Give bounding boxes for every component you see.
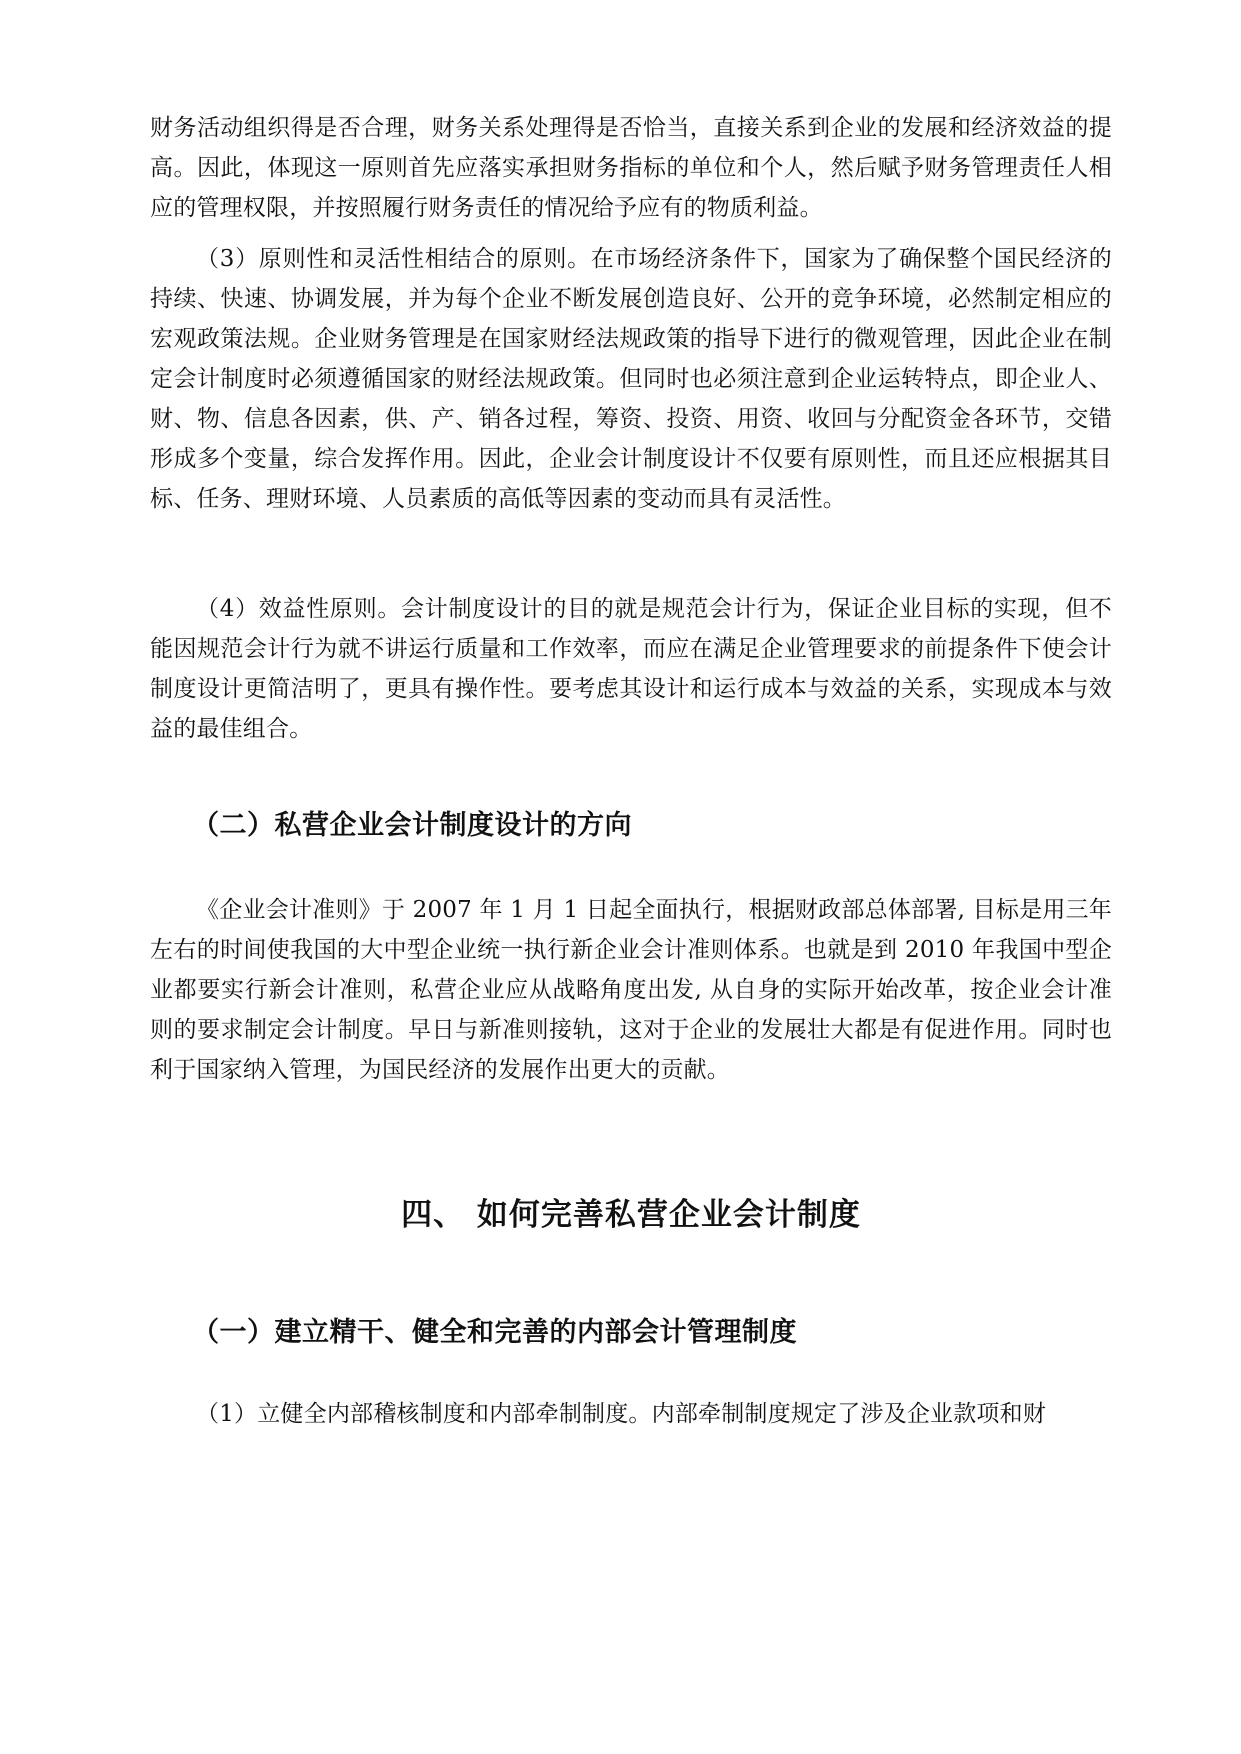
paragraph-accounting-standards: 《企业会计准则》于 2007 年 1 月 1 日起全面执行，根据财政部总体部署, 目标是用三年左右的时间使我国的大中型企业统一执行新企业会计准则体系。也就是到 2010 年我国中型企业都要实行新会计准则，私营企业应从战略角度出发, 从自身的实际开始改革，按企业会计准则的要求制定会计制度。早日与新准则接轨，这对于企业的发展壮大都是有促进作用。同时也利于国家纳入管理，为国民经济的发展作出更大的贡献。 <box>150 897 1112 1083</box>
section-heading-internal-management: （一）建立精干、健全和完善的内部会计管理制度 <box>192 1317 797 1348</box>
paragraph-efficiency-principle: （4）效益性原则。会计制度设计的目的就是规范会计行为，保证企业目标的实现，但不能因规范会计行为就不讲运行质量和工作效率，而应在满足企业管理要求的前提条件下使会计制度设计更简洁明了，更具有操作性。要考虑其设计和运行成本与效益的关系，实现成本与效益的最佳组合。 <box>150 596 1112 742</box>
paragraph-principle-flexibility: （3）原则性和灵活性相结合的原则。在市场经济条件下，国家为了确保整个国民经济的持续、快速、协调发展，并为每个企业不断发展创造良好、公开的竞争环境，必然制定相应的宏观政策法规。企业财务管理是在国家财经法规政策的指导下进行的微观管理，因此企业在制定会计制度时必须遵循国家的财经法规政策。但同时也必须注意到企业运转特点，即企业人、财、物、信息各因素，供、产、销各过程，筹资、投资、用资、收回与分配资金各环节，交错形成多个变量，综合发挥作用。因此，企业会计制度设计不仅要有原则性，而且还应根据其目标、任务、理财环境、人员素质的高低等因素的变动而具有灵活性。 <box>150 246 1112 512</box>
paragraph-financial-responsibility: 财务活动组织得是否合理，财务关系处理得是否恰当，直接关系到企业的发展和经济效益的提高。因此，体现这一原则首先应落实承担财务指标的单位和个人，然后赋予财务管理责任人相应的管理权限，并按照履行财务责任的情况给予应有的物质利益。 <box>150 115 1112 221</box>
paragraph-internal-audit: （1）立健全内部稽核制度和内部牵制制度。内部牵制制度规定了涉及企业款项和财 <box>196 1401 1047 1427</box>
chapter-heading-improve-system: 四、 如何完善私营企业会计制度 <box>401 1197 861 1233</box>
section-heading-design-direction: （二）私营企业会计制度设计的方向 <box>192 810 632 841</box>
